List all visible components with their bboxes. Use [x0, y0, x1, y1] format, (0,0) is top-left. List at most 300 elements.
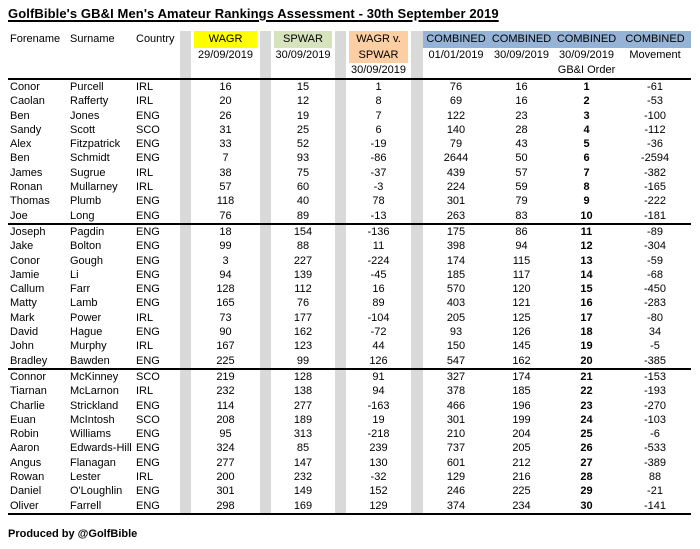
cell-surname: Scott: [70, 123, 96, 136]
column-separator: [411, 384, 423, 398]
cell-combined-sep: 120: [512, 283, 531, 296]
cell-spwar: 123: [293, 340, 313, 353]
cell-wagr-v-spwar: 239: [369, 442, 388, 455]
col-header-wagr-v-spwar: WAGR v.: [346, 31, 411, 48]
column-separator: [260, 254, 271, 268]
column-separator: [180, 63, 191, 80]
cell-surname: Bawden: [68, 354, 134, 370]
column-separator: [335, 109, 346, 123]
column-separator: [411, 413, 423, 427]
cell-combined-jan: 301: [446, 413, 466, 426]
cell-wagr: 16: [219, 81, 232, 93]
cell-country: ENG: [136, 109, 160, 122]
cell-wagr-v-spwar: 19: [372, 413, 385, 426]
cell-country: ENG: [136, 399, 160, 412]
cell-combined-sep: 212: [512, 456, 531, 469]
cell-wagr: 128: [216, 283, 235, 296]
cell-combined-sep: 83: [489, 209, 554, 225]
cell-spwar: 277: [293, 399, 313, 412]
cell-wagr-v-spwar: 91: [372, 370, 385, 383]
cell-combined-jan: 79: [449, 138, 463, 151]
column-separator: [260, 180, 271, 194]
cell-forename: Caolan: [10, 95, 45, 108]
cell-spwar: 60: [296, 181, 310, 194]
cell-movement: -382: [643, 166, 667, 179]
cell-wagr-v-spwar: -72: [370, 326, 387, 339]
column-separator: [260, 63, 271, 80]
cell-country: ENG: [136, 152, 160, 165]
column-separator: [335, 413, 346, 427]
column-separator: [180, 225, 191, 239]
column-separator: [335, 268, 346, 282]
cell-combined-jan: 263: [423, 209, 489, 225]
cell-movement: 88: [648, 471, 662, 484]
cell-forename: Euan: [10, 413, 36, 426]
cell-gbi-order: 13: [580, 254, 593, 267]
column-separator: [260, 427, 271, 441]
column-separator: [335, 31, 346, 48]
column-separator: [335, 339, 346, 353]
column-separator: [180, 282, 191, 296]
cell-country: IRL: [136, 181, 154, 194]
cell-wagr-v-spwar: 94: [372, 385, 385, 398]
cell-wagr-v-spwar: -104: [367, 311, 390, 324]
table-row: [8, 151, 691, 165]
cell-wagr: 57: [219, 181, 232, 194]
column-separator: [260, 384, 271, 398]
cell-movement: -222: [643, 195, 667, 208]
cell-spwar: 313: [293, 428, 313, 441]
cell-wagr: 26: [219, 109, 232, 122]
cell-combined-jan: 601: [446, 456, 466, 469]
cell-country: ENG: [136, 254, 160, 267]
column-separator: [411, 325, 423, 339]
column-separator: [180, 456, 191, 470]
cell-combined-jan: 547: [423, 354, 489, 370]
cell-surname: McIntosh: [70, 413, 115, 426]
cell-combined-sep: 121: [512, 297, 531, 310]
column-separator: [335, 94, 346, 108]
cell-combined-jan: 439: [446, 166, 466, 179]
cell-country: IRL: [136, 471, 154, 484]
cell-surname: McKinney: [70, 370, 119, 383]
cell-combined-sep: 199: [512, 413, 531, 426]
column-separator: [335, 296, 346, 310]
cell-combined-sep: 16: [515, 95, 528, 108]
column-separator: [260, 225, 271, 239]
table-row: [8, 209, 691, 225]
column-separator: [260, 325, 271, 339]
cell-wagr-v-spwar: 152: [369, 485, 388, 498]
col-header-combined-sep: COMBINED: [489, 31, 554, 48]
cell-forename: Thomas: [10, 195, 50, 208]
cell-gbi-order: 23: [580, 399, 593, 412]
column-separator: [180, 268, 191, 282]
cell-combined-sep: 234: [489, 499, 554, 515]
cell-movement: -304: [643, 240, 667, 253]
column-separator: [260, 109, 271, 123]
cell-gbi-order: 10: [554, 209, 619, 225]
cell-gbi-order: 21: [580, 370, 593, 383]
column-separator: [411, 31, 423, 48]
cell-combined-jan: 378: [446, 385, 466, 398]
table-row: [8, 484, 691, 498]
cell-combined-sep: 59: [515, 181, 528, 194]
cell-spwar: 89: [271, 209, 335, 225]
column-separator: [335, 239, 346, 253]
cell-combined-jan: 174: [446, 254, 466, 267]
column-separator: [180, 31, 191, 48]
table-row: [8, 137, 691, 151]
cell-forename: Ronan: [10, 181, 43, 194]
cell-combined-sep: 174: [512, 370, 531, 383]
cell-country: ENG: [136, 485, 160, 498]
cell-country: ENG: [136, 138, 160, 151]
cell-surname: Farrell: [68, 499, 134, 515]
wagr-date: 29/09/2019: [197, 49, 254, 61]
table-row: [8, 441, 691, 455]
cell-wagr: 219: [216, 370, 235, 383]
column-separator: [180, 499, 191, 515]
cell-wagr-v-spwar: 7: [375, 109, 382, 122]
column-separator: [260, 209, 271, 225]
column-separator: [411, 94, 423, 108]
table-row: [8, 268, 691, 282]
cell-spwar: 25: [296, 123, 310, 136]
column-separator: [180, 254, 191, 268]
column-separator: [411, 254, 423, 268]
column-separator: [411, 166, 423, 180]
cell-forename: Alex: [10, 138, 32, 151]
cell-gbi-order: 4: [583, 123, 590, 136]
cell-surname: Sugrue: [70, 166, 106, 179]
cell-movement: -36: [647, 138, 663, 151]
cell-combined-sep: 225: [512, 485, 531, 498]
column-separator: [335, 441, 346, 455]
cell-movement: -389: [643, 456, 667, 469]
cell-wagr: 3: [222, 254, 229, 267]
cell-country: ENG: [136, 283, 160, 296]
cell-surname: Purcell: [70, 81, 104, 93]
cell-surname: Li: [70, 268, 79, 281]
table-row: [8, 254, 691, 268]
cell-movement: -61: [647, 81, 663, 93]
column-separator: [335, 209, 346, 225]
cell-spwar: 19: [296, 109, 310, 122]
cell-movement: -53: [647, 95, 663, 108]
column-separator: [260, 413, 271, 427]
cell-forename: Mark: [10, 311, 35, 324]
footer-credit: Produced by @GolfBible: [8, 527, 138, 540]
column-separator: [260, 354, 271, 370]
cell-combined-sep: 205: [512, 442, 531, 455]
cell-combined-jan: 185: [446, 268, 466, 281]
cell-surname: McLarnon: [70, 385, 119, 398]
cell-surname: Lester: [70, 471, 101, 484]
column-separator: [335, 180, 346, 194]
column-separator: [411, 194, 423, 208]
combined-movement-label: Movement: [629, 49, 681, 61]
cell-spwar: 76: [296, 297, 310, 310]
table-row: [8, 470, 691, 484]
cell-country: IRL: [136, 311, 154, 324]
cell-spwar: 189: [293, 413, 313, 426]
cell-combined-jan: 69: [449, 95, 463, 108]
cell-wagr: 277: [216, 456, 235, 469]
table-row: [8, 311, 691, 325]
cell-wagr: 165: [216, 297, 235, 310]
column-separator: [335, 427, 346, 441]
cell-forename: Sandy: [10, 123, 42, 136]
column-separator: [335, 311, 346, 325]
column-separator: [180, 239, 191, 253]
cell-spwar: 15: [296, 81, 310, 93]
column-separator: [260, 194, 271, 208]
cell-movement: -6: [650, 428, 660, 441]
cell-combined-sep: 196: [512, 399, 531, 412]
cell-wagr: 94: [219, 268, 232, 281]
column-separator: [260, 137, 271, 151]
cell-combined-sep: 16: [515, 81, 528, 93]
column-separator: [260, 31, 271, 48]
col-header-wagr: WAGR: [191, 31, 260, 48]
cell-gbi-order: 26: [580, 442, 593, 455]
cell-combined-jan: 301: [446, 195, 466, 208]
table-row: [8, 354, 691, 370]
table-row: [8, 282, 691, 296]
cell-wagr-v-spwar: 6: [375, 123, 382, 136]
cell-wagr-v-spwar: -13: [346, 209, 411, 225]
cell-combined-sep: 94: [515, 240, 528, 253]
cell-gbi-order: 3: [583, 109, 590, 122]
col-header-surname: Surname: [70, 33, 115, 45]
cell-movement: -153: [643, 370, 667, 383]
cell-gbi-order: 27: [580, 456, 593, 469]
column-separator: [335, 80, 346, 94]
col-header-combined-order: COMBINED: [554, 31, 619, 48]
cell-movement: -450: [643, 283, 667, 296]
cell-wagr: 18: [219, 225, 232, 238]
column-separator: [411, 63, 423, 80]
column-separator: [411, 427, 423, 441]
cell-combined-jan: 327: [446, 370, 466, 383]
column-separator: [260, 166, 271, 180]
cell-combined-sep: 43: [515, 138, 528, 151]
cell-country: SCO: [136, 123, 160, 136]
cell-spwar: 177: [293, 311, 313, 324]
column-separator: [411, 354, 423, 370]
header-row-labels: [8, 31, 691, 48]
cell-wagr: 208: [216, 413, 235, 426]
cell-combined-sep: 50: [515, 152, 528, 165]
cell-gbi-order: 19: [580, 340, 593, 353]
cell-forename: Conor: [10, 254, 40, 267]
cell-spwar: 232: [293, 471, 313, 484]
column-separator: [411, 80, 423, 94]
column-separator: [335, 151, 346, 165]
col-header-spwar: SPWAR: [271, 31, 335, 48]
cell-combined-sep: 86: [515, 225, 528, 238]
cell-spwar: 112: [294, 283, 312, 296]
column-separator: [260, 94, 271, 108]
cell-forename: Connor: [10, 370, 47, 383]
cell-combined-jan: 737: [446, 442, 466, 455]
cell-movement: -193: [643, 385, 667, 398]
cell-wagr: 301: [216, 485, 235, 498]
column-separator: [260, 441, 271, 455]
table-row: [8, 339, 691, 353]
cell-forename: Rowan: [10, 471, 45, 484]
cell-surname: Hague: [70, 326, 103, 339]
cell-wagr: 90: [219, 326, 232, 339]
cell-wagr-v-spwar: -32: [370, 471, 387, 484]
combined-sep-date: 30/09/2019: [493, 49, 550, 61]
column-separator: [411, 441, 423, 455]
table-row: [8, 180, 691, 194]
column-separator: [411, 311, 423, 325]
cell-combined-sep: 204: [512, 428, 531, 441]
col-header-combined-movement: COMBINED: [619, 31, 691, 48]
table-row: [8, 456, 691, 470]
cell-combined-jan: 224: [446, 181, 466, 194]
cell-wagr-v-spwar: -218: [367, 428, 390, 441]
cell-forename: Tiarnan: [10, 385, 47, 398]
column-separator: [180, 80, 191, 94]
cell-movement: -533: [643, 442, 667, 455]
column-separator: [260, 296, 271, 310]
cell-wagr-v-spwar: 129: [346, 499, 411, 515]
column-separator: [335, 456, 346, 470]
cell-movement: -100: [643, 109, 667, 122]
cell-gbi-order: 2: [583, 95, 590, 108]
cell-wagr-v-spwar: 44: [372, 340, 385, 353]
cell-country: ENG: [136, 428, 160, 441]
cell-combined-jan: 403: [446, 297, 466, 310]
column-separator: [411, 137, 423, 151]
cell-gbi-order: 7: [583, 166, 590, 179]
cell-wagr-v-spwar: 126: [346, 354, 411, 370]
cell-spwar: 147: [293, 456, 313, 469]
column-separator: [411, 499, 423, 515]
cell-surname: Lamb: [70, 297, 98, 310]
cell-spwar: 88: [296, 240, 310, 253]
cell-gbi-order: 22: [580, 385, 593, 398]
cell-wagr-v-spwar: -3: [373, 181, 384, 194]
cell-spwar: 40: [296, 195, 310, 208]
cell-combined-jan: 150: [446, 340, 466, 353]
table-row: [8, 80, 691, 94]
combined-order-date: 30/09/2019: [558, 49, 615, 61]
cell-gbi-order: 25: [580, 428, 593, 441]
cell-country: ENG: [134, 499, 180, 515]
cell-wagr: 33: [219, 138, 232, 151]
cell-combined-sep: 125: [512, 311, 531, 324]
cell-country: ENG: [136, 297, 160, 310]
cell-surname: Schmidt: [70, 152, 110, 165]
column-separator: [260, 151, 271, 165]
cell-gbi-order: 20: [554, 354, 619, 370]
column-separator: [180, 370, 191, 384]
cell-combined-sep: 216: [512, 471, 531, 484]
cell-combined-sep: 115: [512, 254, 531, 267]
cell-movement: -270: [643, 399, 667, 412]
cell-movement: -385: [619, 354, 691, 370]
column-separator: [180, 354, 191, 370]
cell-combined-sep: 23: [515, 109, 528, 122]
cell-wagr: 324: [216, 442, 235, 455]
wagr-v-spwar-line2: SPWAR: [346, 48, 411, 63]
cell-forename: Daniel: [10, 485, 42, 498]
cell-gbi-order: 9: [583, 195, 590, 208]
cell-gbi-order: 17: [580, 311, 593, 324]
cell-wagr: 232: [216, 385, 235, 398]
cell-country: ENG: [136, 326, 160, 339]
cell-spwar: 75: [296, 166, 310, 179]
table-row: [8, 413, 691, 427]
column-separator: [335, 499, 346, 515]
cell-combined-sep: 185: [512, 385, 531, 398]
cell-country: ENG: [136, 456, 160, 469]
column-separator: [260, 499, 271, 515]
cell-combined-sep: 126: [512, 326, 531, 339]
cell-spwar: 139: [293, 268, 313, 281]
column-separator: [180, 209, 191, 225]
cell-wagr-v-spwar: 1: [375, 81, 382, 93]
cell-movement: -5: [650, 340, 660, 353]
column-separator: [411, 282, 423, 296]
table-row: [8, 499, 691, 515]
cell-surname: Power: [70, 311, 102, 324]
cell-surname: Mullarney: [70, 181, 118, 194]
cell-country: ENG: [136, 268, 160, 281]
column-separator: [335, 325, 346, 339]
cell-forename: Oliver: [8, 499, 68, 515]
cell-combined-sep: 117: [512, 268, 531, 281]
column-separator: [411, 123, 423, 137]
column-separator: [411, 151, 423, 165]
column-separator: [180, 94, 191, 108]
cell-country: ENG: [134, 354, 180, 370]
cell-surname: Edwards-Hill: [70, 442, 132, 455]
cell-surname: Strickland: [70, 399, 119, 412]
cell-surname: O'Loughlin: [70, 485, 123, 498]
table-row: [8, 225, 691, 239]
cell-combined-sep: 79: [515, 195, 528, 208]
cell-gbi-order: 30: [554, 499, 619, 515]
table-row: [8, 109, 691, 123]
cell-spwar: 227: [293, 254, 313, 267]
cell-forename: Angus: [10, 456, 42, 469]
col-header-forename: Forename: [10, 33, 61, 45]
column-separator: [180, 109, 191, 123]
cell-country: IRL: [136, 340, 154, 353]
cell-gbi-order: 15: [580, 283, 593, 296]
cell-forename: Robin: [10, 428, 39, 441]
cell-forename: Matty: [10, 297, 37, 310]
cell-combined-jan: 93: [449, 326, 463, 339]
cell-combined-sep: 145: [512, 340, 531, 353]
cell-forename: James: [10, 166, 43, 179]
column-separator: [260, 370, 271, 384]
cell-wagr: 7: [222, 152, 229, 165]
cell-country: ENG: [136, 442, 160, 455]
column-separator: [411, 484, 423, 498]
column-separator: [260, 282, 271, 296]
column-separator: [260, 311, 271, 325]
table-row: [8, 399, 691, 413]
column-separator: [260, 239, 271, 253]
cell-movement: -141: [619, 499, 691, 515]
